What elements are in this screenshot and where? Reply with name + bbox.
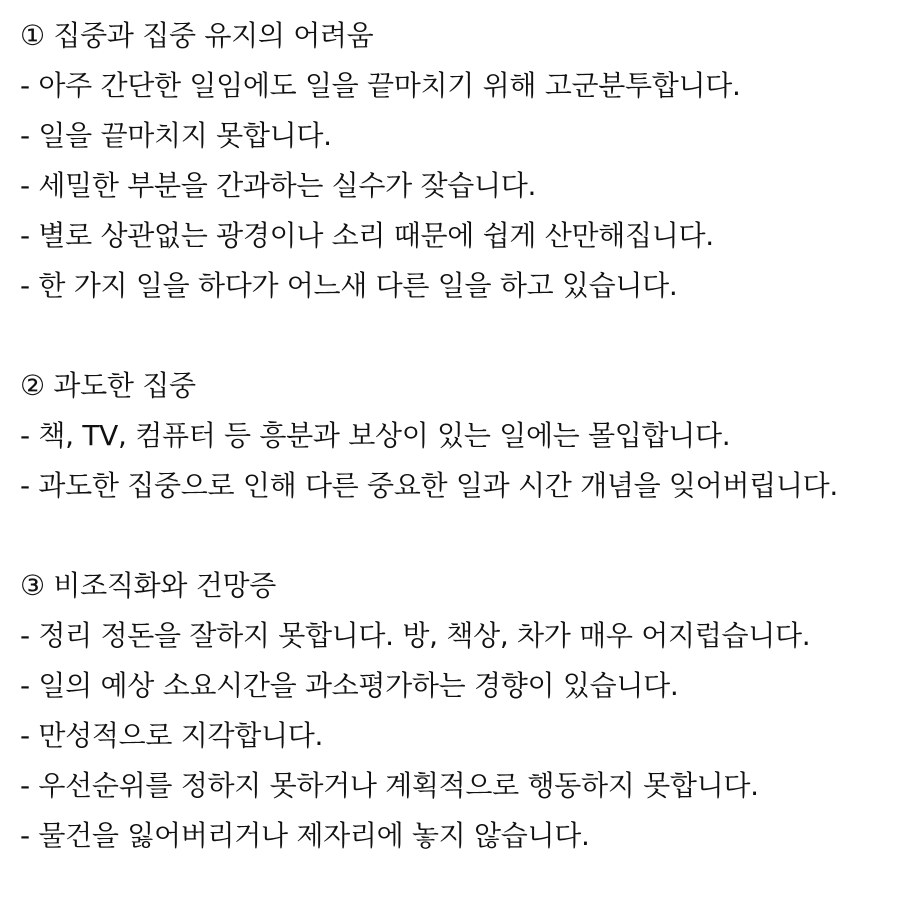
section-heading: ① 집중과 집중 유지의 어려움 [20,19,374,52]
document-body [20,11,898,861]
list-item: - 별로 상관없는 광경이나 소리 때문에 쉽게 산만해집니다. [20,219,714,252]
list-item: - 정리 정돈을 잘하지 못합니다. 방, 책상, 차가 매우 어지럽습니다. [20,619,811,652]
list-item: - 만성적으로 지각합니다. [20,719,324,752]
list-item: - 책, TV, 컴퓨터 등 흥분과 보상이 있는 일에는 몰입합니다. [20,419,731,452]
list-item: - 우선순위를 정하지 못하거나 계획적으로 행동하지 못합니다. [20,769,759,802]
list-item: - 한 가지 일을 하다가 어느새 다른 일을 하고 있습니다. [20,269,678,302]
list-item: - 과도한 집중으로 인해 다른 중요한 일과 시간 개념을 잊어버립니다. [20,469,839,502]
section-heading: ③ 비조직화와 건망증 [20,569,276,602]
section-spacer [20,311,898,361]
section-spacer [20,511,898,561]
section-2 [20,361,898,511]
section-3 [20,561,898,861]
list-item: - 세밀한 부분을 간과하는 실수가 잦습니다. [20,169,537,202]
section-1 [20,11,898,311]
list-item: - 일을 끝마치지 못합니다. [20,119,332,152]
list-item: - 아주 간단한 일임에도 일을 끝마치기 위해 고군분투합니다. [20,69,741,102]
list-item: - 일의 예상 소요시간을 과소평가하는 경향이 있습니다. [20,669,679,702]
list-item: - 물건을 잃어버리거나 제자리에 놓지 않습니다. [20,819,590,852]
section-heading: ② 과도한 집중 [20,369,196,402]
